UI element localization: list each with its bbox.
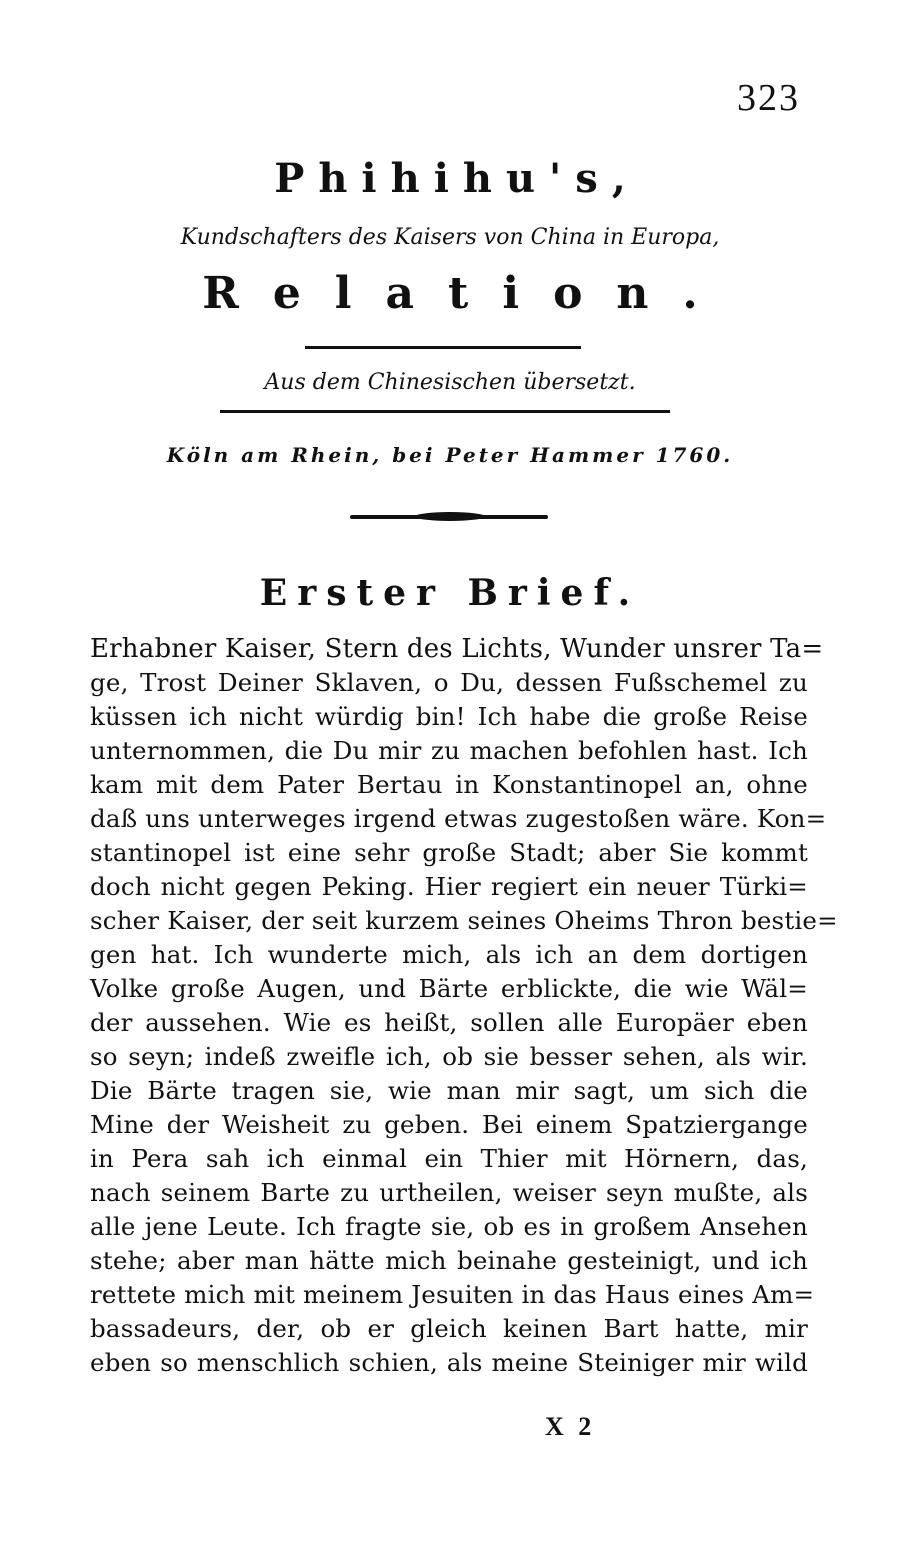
text-line: Die Bärte tragen sie, wie man mir sagt, um sich die xyxy=(90,1076,808,1105)
text-line: ge, Trost Deiner Sklaven, o Du, dessen Fußschemel zu xyxy=(90,668,808,697)
page-number: 323 xyxy=(737,77,800,119)
text-line: Mine der Weisheit zu geben. Bei einem Spatziergange xyxy=(90,1110,808,1139)
text-line: der aussehen. Wie es heißt, sollen alle Europäer eben xyxy=(90,1008,808,1037)
text-line: in Pera sah ich einmal ein Thier mit Hörnern, das, xyxy=(90,1144,808,1173)
divider-rule xyxy=(305,346,581,349)
text-line: alle jene Leute. Ich fragte sie, ob es in großem Ansehen xyxy=(90,1212,808,1241)
body-text xyxy=(90,632,838,1380)
divider-rule xyxy=(220,410,670,413)
text-line: nach seinem Barte zu urtheilen, weiser seyn mußte, als xyxy=(90,1178,808,1207)
text-line: Volke große Augen, und Bärte erblickte, die wie Wäl= xyxy=(90,974,808,1003)
main-title: Relation. xyxy=(202,268,732,319)
text-line: bassadeurs, der, ob er gleich keinen Bart hatte, mir xyxy=(90,1314,808,1343)
text-line: gen hat. Ich wunderte mich, als ich an dem dortigen xyxy=(90,940,808,969)
imprint: Köln am Rhein, bei Peter Hammer 1760. xyxy=(166,443,734,467)
text-line: eben so menschlich schien, als meine Steiniger mir wild xyxy=(90,1348,808,1377)
subtitle: Kundschafters des Kaisers von China in Europa, xyxy=(180,225,720,250)
text-line: doch nicht gegen Peking. Hier regiert ein neuer Türki= xyxy=(90,872,808,901)
text-line: scher Kaiser, der seit kurzem seines Oheims Thron bestie= xyxy=(90,906,838,935)
text-line: kam mit dem Pater Bertau in Konstantinopel an, ohne xyxy=(90,770,808,799)
text-line: unternommen, die Du mir zu machen befohlen hast. Ich xyxy=(90,736,808,765)
text-line: rettete mich mit meinem Jesuiten in das Haus eines Am= xyxy=(90,1280,815,1309)
title: Phihihu's, xyxy=(274,155,640,202)
text-line: stantinopel ist eine sehr große Stadt; aber Sie kommt xyxy=(90,838,808,867)
letter-heading: Erster Brief. xyxy=(259,572,641,614)
text-line: küssen ich nicht würdig bin! Ich habe die große Reise xyxy=(90,702,808,731)
text-line: Erhabner Kaiser, Stern des Lichts, Wunder unsrer Ta= xyxy=(90,634,824,664)
text-line: so seyn; indeß zweifle ich, ob sie besser sehen, als wir. xyxy=(90,1042,808,1071)
text-line: stehe; aber man hätte mich beinahe gesteinigt, und ich xyxy=(90,1246,808,1275)
signature-mark: X 2 xyxy=(545,1412,596,1441)
ornamental-rule-center xyxy=(415,512,485,521)
text-line: daß uns unterweges irgend etwas zugestoßen wäre. Kon= xyxy=(90,804,827,833)
translation-note: Aus dem Chinesischen übersetzt. xyxy=(264,370,636,395)
